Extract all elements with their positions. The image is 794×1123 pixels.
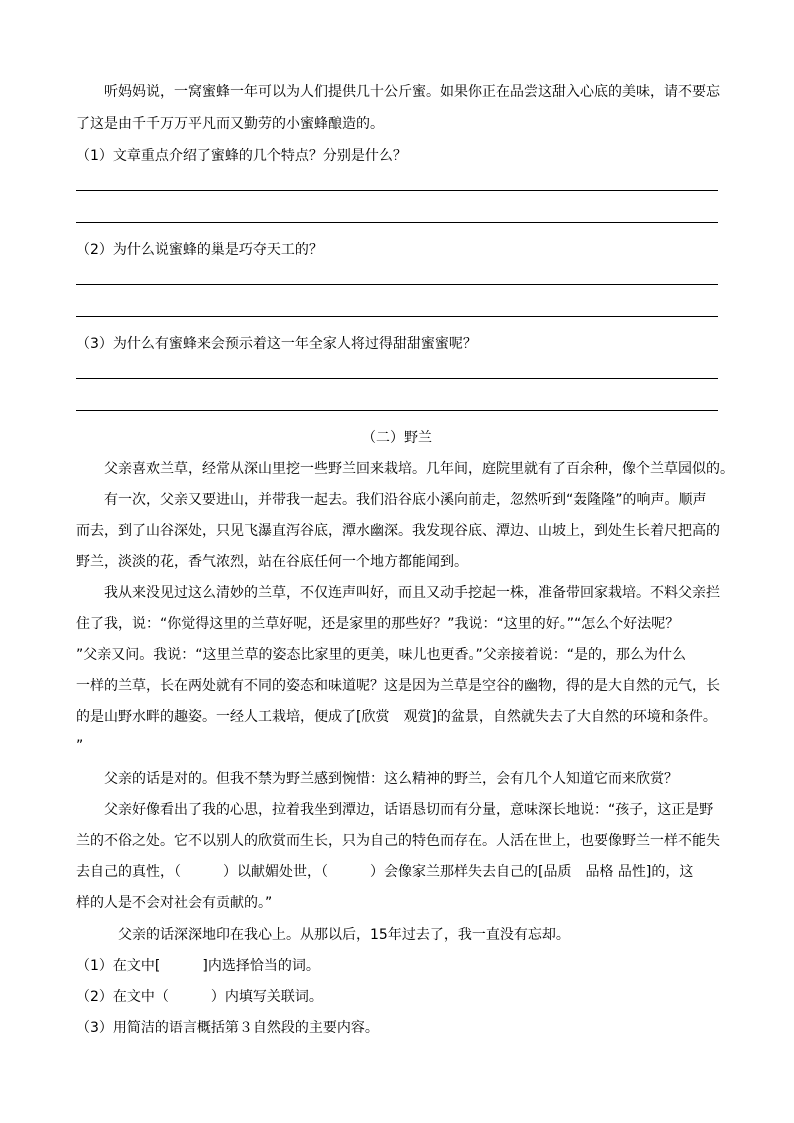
passage-line: 我从来没见过这么清妙的兰草，不仅连声叫好，而且又动手挖起一株，准备带回家栽培。不料父亲拦 [104, 585, 720, 601]
passage-line: 住了我，说：“你觉得这里的兰草好呢，还是家里的那些好？”我说：“这里的好。”“怎么个好法呢？ [76, 616, 680, 632]
answer-line[interactable] [76, 316, 718, 317]
answer-line[interactable] [76, 284, 718, 285]
question-2: （2）为什么说蜜蜂的巢是巧夺天工的？ [76, 242, 323, 258]
question-1: （1）在文中[ ]内选择恰当的词。 [76, 958, 320, 974]
answer-line[interactable] [76, 378, 718, 379]
passage-line: 而去，到了山谷深处，只见飞瀑直泻谷底，潭水幽深。我发现谷底、潭边、山坡上，到处生长着尺把高的 [76, 523, 720, 539]
question-1: （1）文章重点介绍了蜜蜂的几个特点？分别是什么？ [76, 148, 407, 164]
passage-line: 了这是由千千万万平凡而又勤劳的小蜜蜂酿造的。 [76, 116, 384, 132]
passage-line: 一样的兰草，长在两处就有不同的姿态和味道呢？这是因为兰草是空谷的幽物，得的是大自然的元气，长 [76, 678, 720, 694]
question-3: （3）用简洁的语言概括第３自然段的主要内容。 [76, 1020, 379, 1036]
passage-line: ”父亲又问。我说：“这里兰草的姿态比家里的更美，味儿也更香。”父亲接着说：“是的，那么为什么 [76, 647, 687, 663]
question-2: （2）在文中（ ）内填写关联词。 [76, 989, 323, 1005]
passage-line: 听妈妈说，一窝蜜蜂一年可以为人们提供几十公斤蜜。如果你正在品尝这甜入心底的美味，请不要忘 [104, 84, 720, 100]
passage-line: ” [76, 738, 84, 754]
passage-line: 去自己的真性，（ ）以献媚处世，（ ）会像家兰那样失去自己的[品质 品格 品性]的，这 [76, 864, 694, 880]
passage-line: 野兰，淡淡的花，香气浓烈，站在谷底任何一个地方都能闻到。 [76, 554, 468, 570]
passage-line: 父亲喜欢兰草，经常从深山里挖一些野兰回来栽培。几年间，庭院里就有了百余种，像个兰草园似的。 [104, 461, 734, 477]
passage-line: 兰的不俗之处。它不以别人的欣赏而生长，只为自己的特色而存在。人活在世上，也要像野兰一样不能失 [76, 833, 720, 849]
answer-line[interactable] [76, 222, 718, 223]
passage-line: 样的人是不会对社会有贡献的。” [76, 895, 273, 911]
passage-line: 父亲的话是对的。但我不禁为野兰感到惋惜：这么精神的野兰，会有几个人知道它而来欣赏？ [104, 771, 678, 787]
section-title: （二）野兰 [362, 430, 432, 446]
passage-line: 的是山野水畔的趣姿。一经人工栽培，便成了[欣赏 观赏]的盆景，自然就失去了大自然的环境和条件。 [76, 709, 717, 725]
passage-line: 有一次，父亲又要进山，并带我一起去。我们沿谷底小溪向前走，忽然听到“轰隆隆”的响声。顺声 [104, 492, 707, 508]
answer-line[interactable] [76, 410, 718, 411]
answer-line[interactable] [76, 190, 718, 191]
passage-line: 父亲的话深深地印在我心上。从那以后，15年过去了，我一直没有忘却。 [118, 927, 570, 943]
passage-line: 父亲好像看出了我的心思，拉着我坐到潭边，话语恳切而有分量，意味深长地说：“孩子，这正是野 [104, 802, 714, 818]
question-3: （3）为什么有蜜蜂来会预示着这一年全家人将过得甜甜蜜蜜呢？ [76, 336, 477, 352]
